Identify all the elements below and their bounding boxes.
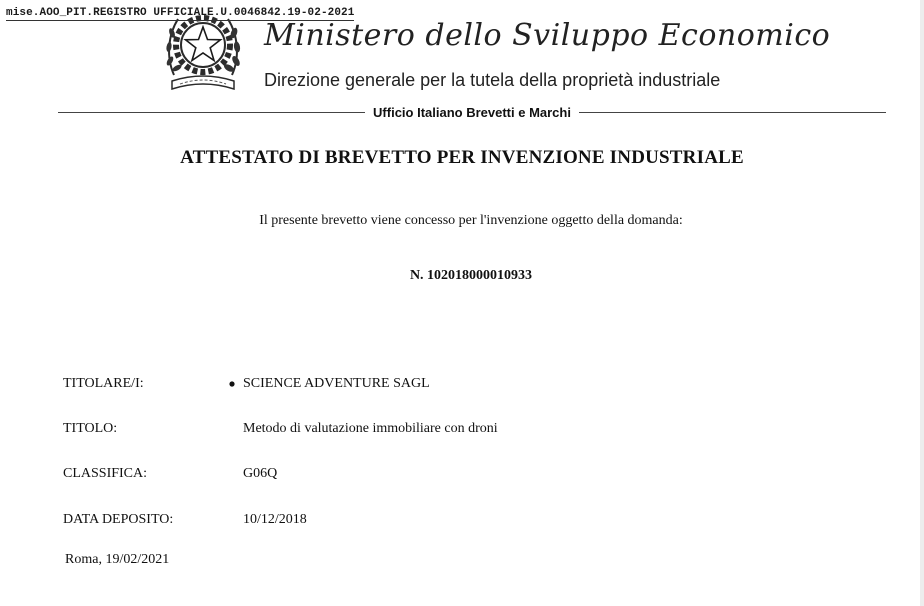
grant-statement: Il presente brevetto viene concesso per l'invenzione oggetto della domanda:	[259, 213, 683, 228]
title-label: TITOLO:	[63, 421, 118, 436]
office-header	[58, 104, 886, 120]
bullet-icon	[229, 381, 235, 387]
application-number: N. 102018000010933	[409, 268, 533, 283]
directorate-name: Direzione generale per la tutela della proprietà industriale	[264, 70, 721, 90]
holder-label: TITOLARE/I:	[63, 376, 144, 391]
filing-date-label: DATA DEPOSITO:	[63, 512, 174, 527]
title-value: Metodo di valutazione immobiliare con droni	[243, 421, 498, 436]
classification-value: G06Q	[243, 466, 278, 481]
header-rule-left	[58, 112, 365, 113]
classification-label: CLASSIFICA:	[63, 466, 148, 481]
office-name: Ufficio Italiano Brevetti e Marchi	[373, 104, 571, 120]
header-rule-right	[579, 112, 886, 113]
holder-value: SCIENCE ADVENTURE SAGL	[243, 376, 430, 391]
filing-date-value: 10/12/2018	[243, 512, 307, 527]
document-title: ATTESTATO DI BREVETTO PER INVENZIONE INDUSTRIALE	[180, 147, 744, 168]
page-edge	[920, 0, 924, 606]
place-date: Roma, 19/02/2021	[65, 552, 170, 567]
protocol-stamp: mise.AOO_PIT.REGISTRO UFFICIALE.U.0046842.19-02-2021	[6, 7, 355, 19]
ministry-name: Ministero dello Sviluppo Economico	[264, 18, 831, 53]
